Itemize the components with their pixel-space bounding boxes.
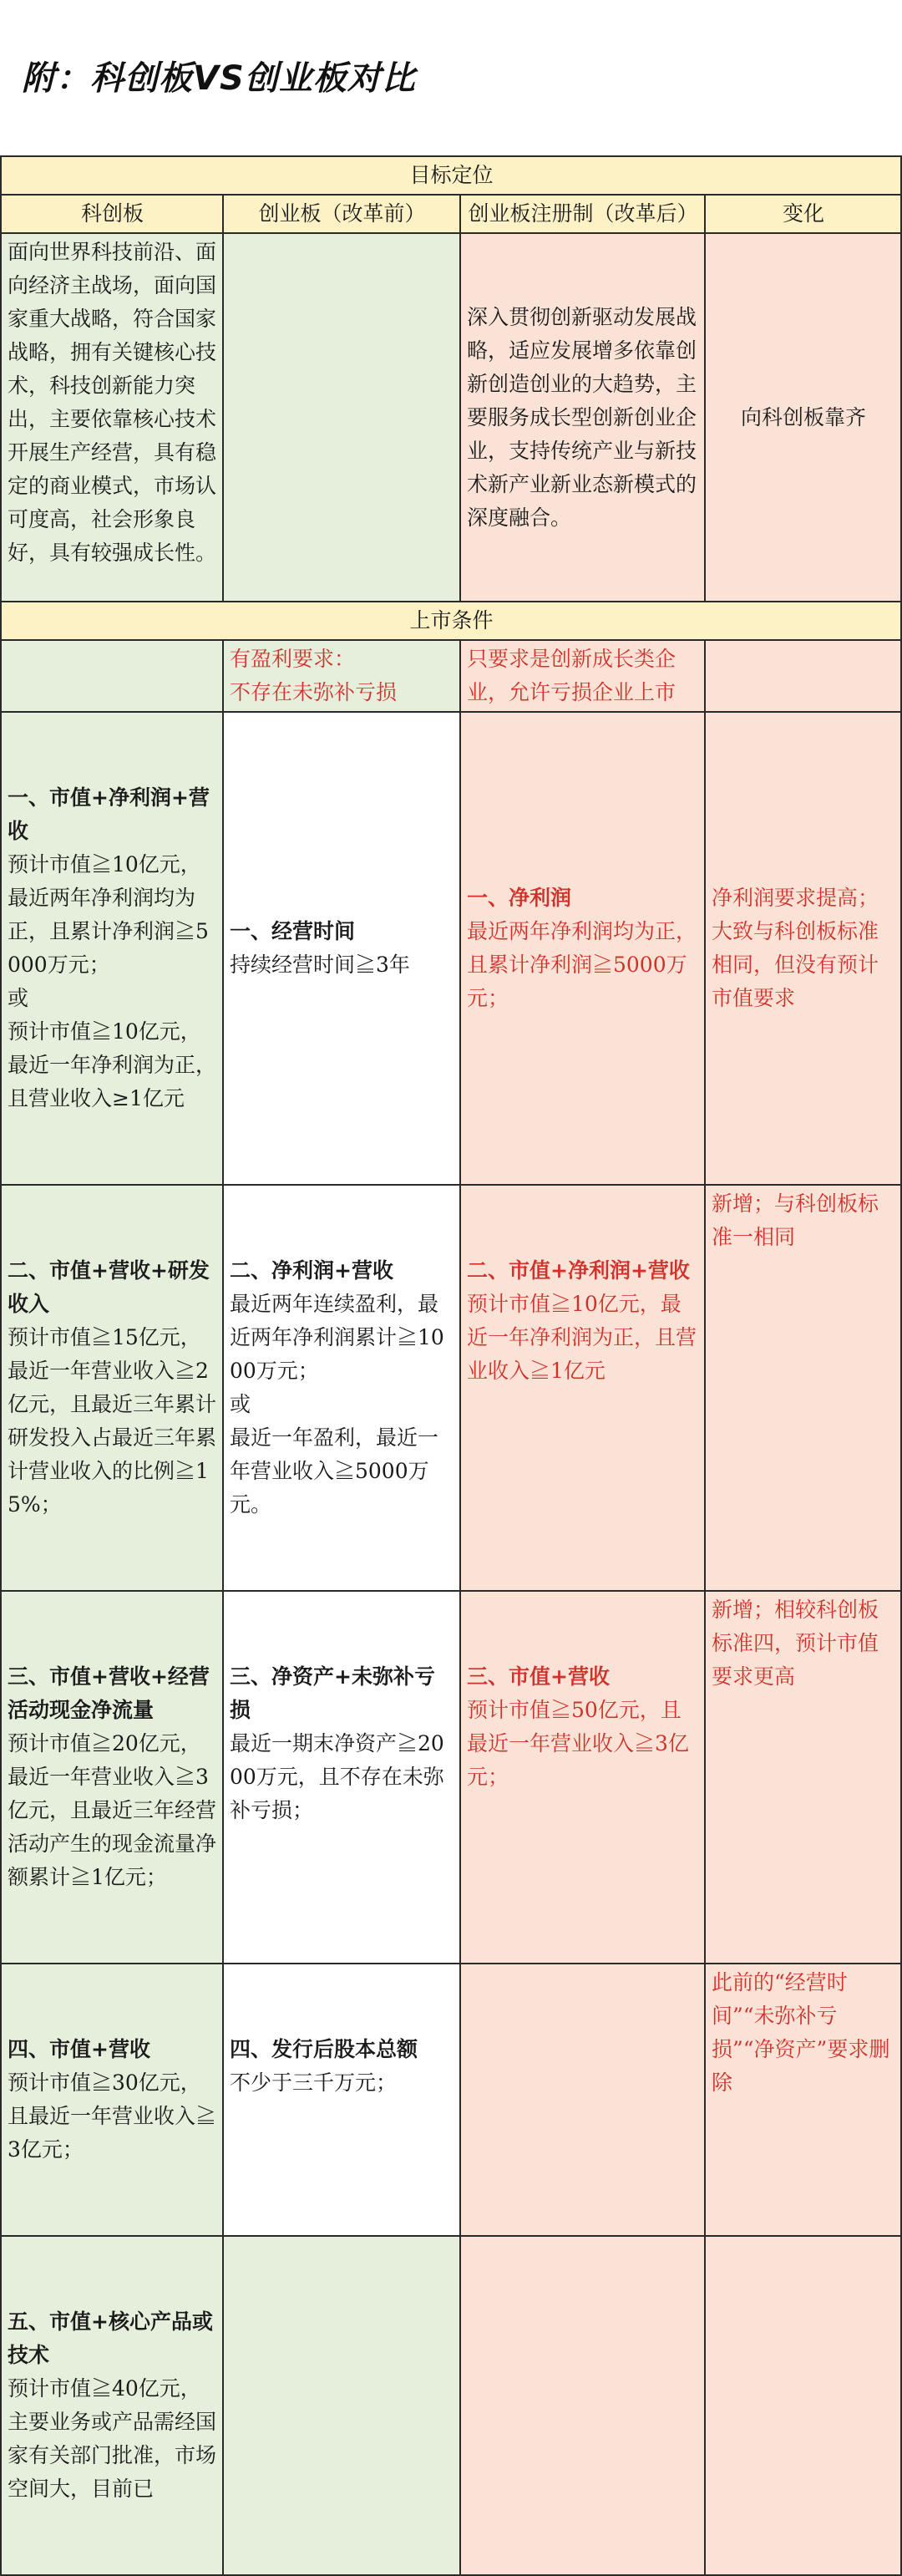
- criterion-3-gem-old-title: 三、净资产+未弥补亏损: [230, 1664, 435, 1722]
- criterion-2-change-cell: 新增；与科创板标准一相同: [705, 1185, 901, 1591]
- criterion-4-change-cell: 此前的“经营时间”“未弥补亏损”“净资产”要求删除: [705, 1964, 901, 2236]
- criterion-2-gem-old-cell: [223, 1185, 460, 1591]
- criterion-3-gem-new-cell: [460, 1591, 705, 1964]
- criterion-3-gem-new-title: 三、市值+营收: [467, 1664, 610, 1689]
- criterion-4-star-title: 四、市值+营收: [8, 2037, 150, 2061]
- criterion-1-gem-old-cell: [223, 712, 460, 1185]
- comparison-table: [0, 155, 902, 2576]
- criterion-3-gem-old-cell: [223, 1591, 460, 1964]
- profit-change-cell: [705, 640, 901, 712]
- criterion-row-1: [1, 712, 901, 1185]
- positioning-gem-new-cell: 深入贯彻创新驱动发展战略，适应发展增多依靠创新创造创业的大趋势，主要服务成长型创新创业企业，支持传统产业与新技术新产业新业态新模式的深度融合。: [460, 233, 705, 602]
- criterion-5-star-body: 预计市值≧40亿元，主要业务或产品需经国家有关部门批准，市场空间大，目前已: [8, 2376, 217, 2501]
- criterion-5-change-cell: [705, 2236, 901, 2575]
- criterion-3-change-cell: 新增；相较科创板标准四，预计市值要求更高: [705, 1591, 901, 1964]
- criterion-row-3: [1, 1591, 901, 1964]
- section-row-listing: [1, 602, 901, 640]
- criterion-4-star-cell: [1, 1964, 223, 2236]
- criterion-1-gem-new-cell: [460, 712, 705, 1185]
- criterion-1-gem-old-body: 持续经营时间≧3年: [230, 953, 410, 977]
- criterion-1-star-title: 一、市值+净利润+营收: [8, 785, 210, 843]
- positioning-star-cell: 面向世界科技前沿、面向经济主战场，面向国家重大战略，符合国家战略，拥有关键核心技术，科技创新能力突出，主要依靠核心技术开展生产经营，具有稳定的商业模式，市场认可度高，社会形象良好，具有较强成长性。: [1, 233, 223, 602]
- profit-requirement-row: [1, 640, 901, 712]
- criterion-5-gem-old-cell: [223, 2236, 460, 2575]
- section-row-positioning: [1, 156, 901, 195]
- criterion-row-5: [1, 2236, 901, 2575]
- criterion-2-star-body: 预计市值≧15亿元，最近一年营业收入≧2亿元，且最近三年累计研发投入占最近三年累计营业收入的比例≧15%；: [8, 1325, 217, 1517]
- criterion-5-star-title: 五、市值+核心产品或技术: [8, 2309, 213, 2367]
- criterion-3-star-cell: [1, 1591, 223, 1964]
- criterion-3-gem-old-body: 最近一期末净资产≧2000万元，且不存在未弥补亏损；: [230, 1731, 444, 1822]
- criterion-4-gem-old-body: 不少于三千万元；: [230, 2070, 398, 2095]
- criterion-3-star-title: 三、市值+营收+经营活动现金净流量: [8, 1664, 210, 1722]
- criterion-2-gem-new-title: 二、市值+净利润+营收: [467, 1258, 690, 1283]
- criterion-3-star-body: 预计市值≧20亿元，最近一年营业收入≧3亿元，且最近三年经营活动产生的现金流量净额累计≧1亿元；: [8, 1731, 217, 1889]
- column-header-row: [1, 195, 901, 233]
- criterion-4-gem-old-title: 四、发行后股本总额: [230, 2037, 418, 2061]
- criterion-5-star-cell: [1, 2236, 223, 2575]
- criterion-2-gem-old-body: 最近两年连续盈利，最近两年净利润累计≧1000万元； 或 最近一年盈利，最近一年营业收入≧5000万元。: [230, 1292, 444, 1517]
- positioning-change-cell: 向科创板靠齐: [705, 233, 901, 602]
- section-header-positioning: 目标定位: [1, 156, 901, 195]
- criterion-4-star-body: 预计市值≧30亿元，且最近一年营业收入≧3亿元；: [8, 2070, 217, 2162]
- criterion-1-star-cell: [1, 712, 223, 1185]
- section-header-listing: 上市条件: [1, 602, 901, 640]
- criterion-1-gem-new-body: 最近两年净利润均为正，且累计净利润≧5000万元；: [467, 919, 697, 1010]
- positioning-row: [1, 233, 901, 602]
- criterion-2-gem-new-body: 预计市值≧10亿元，最近一年净利润为正，且营业收入≧1亿元: [467, 1292, 697, 1383]
- page-title: 附：科创板VS创业板对比: [22, 59, 416, 98]
- criterion-2-gem-old-title: 二、净利润+营收: [230, 1258, 393, 1283]
- criterion-2-gem-new-cell: [460, 1185, 705, 1591]
- criterion-1-gem-new-title: 一、净利润: [467, 886, 572, 910]
- criterion-4-gem-old-cell: [223, 1964, 460, 2236]
- criterion-2-star-cell: [1, 1185, 223, 1591]
- profit-star-cell: [1, 640, 223, 712]
- criterion-1-star-body: 预计市值≧10亿元，最近两年净利润均为正，且累计净利润≧5000万元； 或 预计市值≧10亿元，最近一年净利润为正，且营业收入≥1亿元: [8, 852, 217, 1110]
- criterion-4-gem-new-cell: [460, 1964, 705, 2236]
- criterion-5-gem-new-cell: [460, 2236, 705, 2575]
- criterion-1-change-cell: 净利润要求提高；大致与科创板标准相同，但没有预计市值要求: [705, 712, 901, 1185]
- criterion-2-star-title: 二、市值+营收+研发收入: [8, 1258, 210, 1316]
- column-header-gem-old: 创业板（改革前）: [223, 195, 460, 233]
- column-header-star: 科创板: [1, 195, 223, 233]
- criterion-3-gem-new-body: 预计市值≧50亿元，且最近一年营业收入≧3亿元；: [467, 1698, 689, 1789]
- criterion-row-4: [1, 1964, 901, 2236]
- column-header-change: 变化: [705, 195, 901, 233]
- column-header-gem-new: 创业板注册制（改革后）: [460, 195, 705, 233]
- criterion-1-gem-old-title: 一、经营时间: [230, 919, 356, 943]
- positioning-gem-old-cell: [223, 233, 460, 602]
- criterion-row-2: [1, 1185, 901, 1591]
- profit-gem-new-cell: 只要求是创新成长类企业，允许亏损企业上市: [460, 640, 705, 712]
- profit-gem-old-cell: 有盈利要求： 不存在未弥补亏损: [223, 640, 460, 712]
